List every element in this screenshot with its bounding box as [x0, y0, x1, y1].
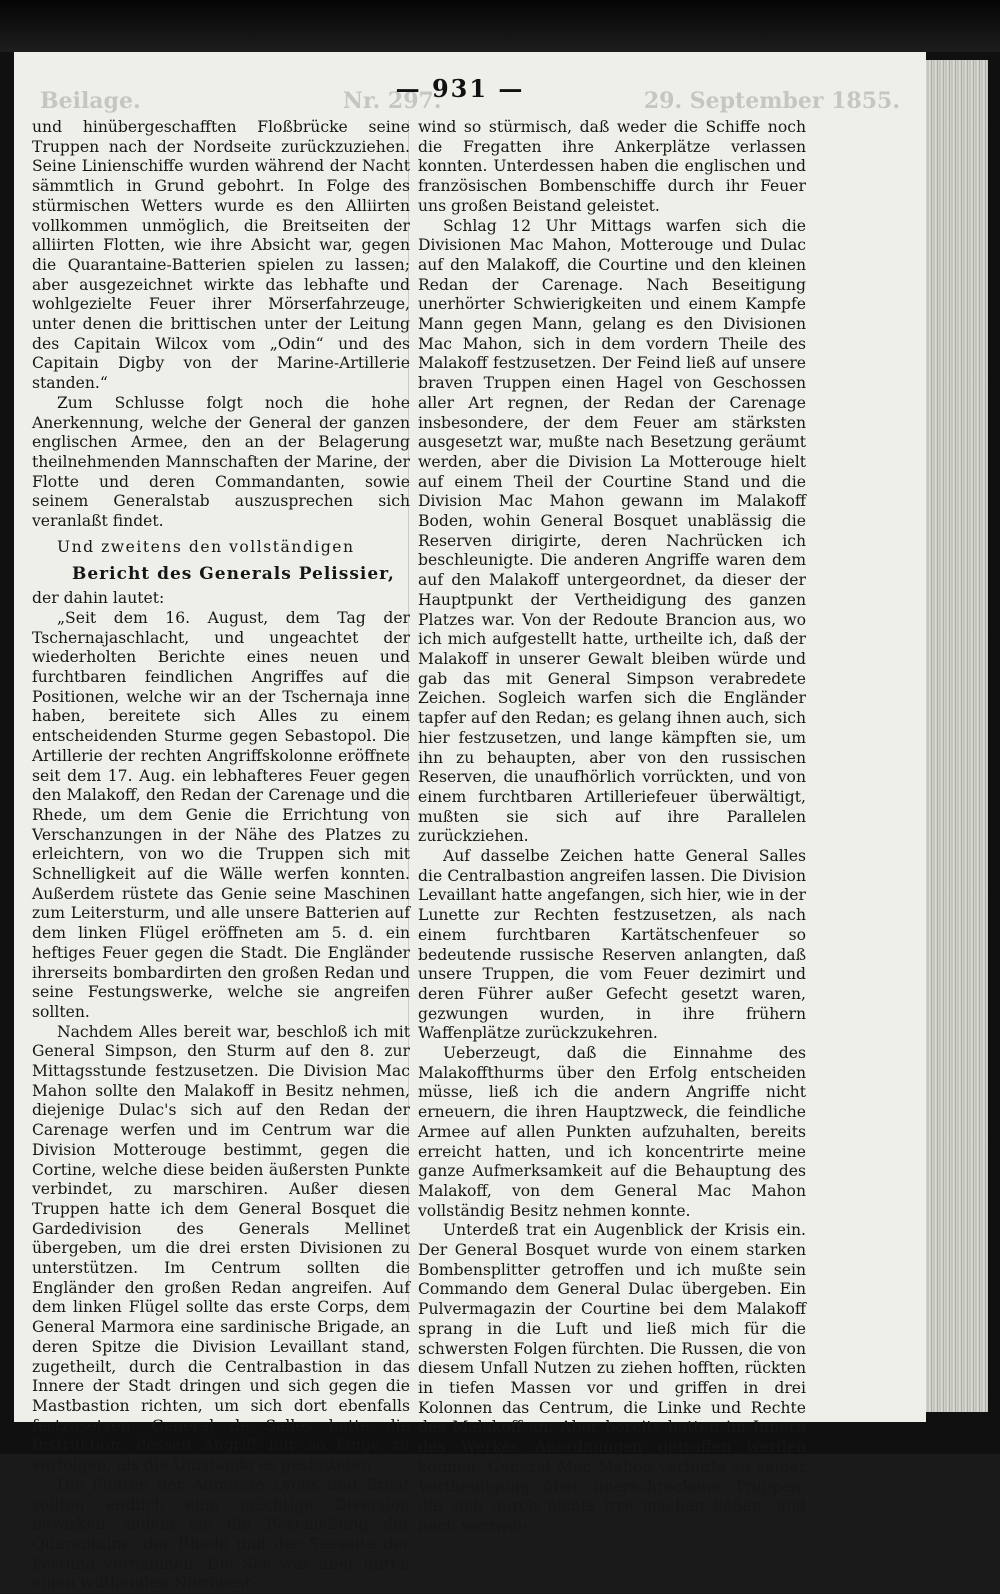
right-column	[418, 118, 806, 1537]
paragraph: Nachdem Alles bereit war, beschloß ich mit General Simpson, den Sturm auf den 8. zur Mittagsstunde festzusetzen. Die Division Mac Mahon sollte den Malakoff in Besitz nehmen, diejenige Dulac's sich auf den Redan der Carenage werfen und im Centrum war die Division Motterouge bestimmt, gegen die Cortine, welche diese beiden äußersten Punkte verbindet, zu marschiren. Außer diesen Truppen hatte ich dem General Bosquet die Gardedivision des Generals Mellinet übergeben, um die drei ersten Divisionen zu unterstützen. Im Centrum sollten die Engländer den großen Redan angreifen. Auf dem linken Flügel sollte das erste Corps, dem General Marmora eine sardinische Brigade, an deren Spitze die Division Levaillant stand, zugetheilt, durch die Centralbastion in das Innere der Stadt dringen und sich gegen die Mastbastion richten, um sich dort ebenfalls festzusetzen. General de Salles hatte die Instruktion, dessen Angriff nur so lange zu verfolgen, als die Umstände es gestatteten.	[32, 1022, 410, 1475]
left-column	[32, 118, 410, 1594]
paragraph: der dahin lautet:	[32, 589, 165, 608]
paragraph: Auf dasselbe Zeichen hatte General Salles die Centralbastion angreifen lassen. Die Division Levaillant hatte angefangen, sich hier, wie in der Lunette zur Rechten festzusetzen, als nach einem furchtbaren Kartätschenfeuer so bedeutende russische Reserven anlangten, daß unsere Truppen, die vom Feuer dezimirt und deren Führer außer Gefecht gesetzt waren, gezwungen wurden, in ihre frühern Waffenplätze zurückzukehren.	[418, 847, 806, 1043]
paragraph: Ueberzeugt, daß die Einnahme des Malakoffthurms über den Erfolg entscheiden müsse, ließ ich die andern Angriffe nicht erneuern, die ihren Hauptzweck, die feindliche Armee auf allen Punkten aufzuhalten, bereits erreicht hatten, und ich koncentrirte meine ganze Aufmerksamkeit auf die Behauptung des Malakoff, von dem General Mac Mahon vollständig Besitz nehmen konnte.	[418, 1044, 806, 1220]
report-heading: Bericht des Generals Pelissier,	[72, 564, 395, 585]
paragraph: Die Flotten der Admirale Lyons und Bruat sollten endlich eine mächtige Diversion bewirken, indem sie die Beschießung der Quarantaine, der Rhede und der Seeseite der Festung vornahmen. Die See war aber durch einen wüthenden Nordwest-	[32, 1475, 410, 1593]
scan-top-band	[0, 0, 1000, 52]
paragraph: wind so stürmisch, daß weder die Schiffe noch die Fregatten ihre Ankerplätze verlassen konnten. Unterdessen haben die englischen und französischen Bombenschiffe durch ihr Feuer uns großen Beistand geleistet.	[418, 118, 806, 215]
page-number: — 931 —	[395, 74, 525, 103]
paragraph: Zum Schlusse folgt noch die hohe Anerkennung, welche der General der ganzen englischen Armee, den an der Belagerung theilnehmenden Mannschaften der Marine, der Flotte und deren Commandanten, sowie seinem Generalstab auszusprechen sich veranlaßt findet.	[32, 393, 410, 531]
paragraph: „Seit dem 16. August, dem Tag der Tschernajaschlacht, und ungeachtet der wiederholten Berichte eines neuen und furchtbaren feindlichen Angriffes auf die Positionen, welche wir an der Tschernaja inne haben, bereitete sich Alles zu einem entscheidenden Sturme gegen Sebastopol. Die Artillerie der rechten Angriffskolonne eröffnete seit dem 17. Aug. ein lebhafteres Feuer gegen den Malakoff, den Redan der Carenage und die Rhede, um dem Genie die Errichtung von Verschanzungen in der Nähe des Platzes zu erleichtern, von wo die Truppen sich mit Schnelligkeit auf die Wälle werfen konnten. Außerdem rüstete das Genie seine Maschinen zum Leitersturm, und alle unsere Batterien auf dem linken Flügel eröffneten am 5. d. ein heftiges Feuer gegen die Stadt. Die Engländer ihrerseits bombardirten den großen Redan und seine Festungswerke, welche sie angreifen sollten.	[32, 608, 410, 1021]
paragraph: Schlag 12 Uhr Mittags warfen sich die Divisionen Mac Mahon, Motterouge und Dulac auf den Malakoff, die Courtine und den kleinen Redan der Carenage. Nach Beseitigung unerhörter Schwierigkeiten und einem Kampfe Mann gegen Mann, gelang es den Divisionen Mac Mahon, sich in dem vordern Theile des Malakoff festzusetzen. Der Feind ließ auf unsere braven Truppen einen Hagel von Geschossen aller Art regnen, der Redan der Carenage insbesondere, der dem Feuer am stärksten ausgesetzt war, mußte nach Besetzung geräumt werden, aber die Division La Motterouge hielt auf einem Theil der Courtine Stand und die Division Mac Mahon gewann im Malakoff Boden, wohin General Bosquet unablässig die Reserven dirigirte, deren Nachrücken ich beschleunigte. Die anderen Angriffe waren dem auf den Malakoff untergeordnet, da dieser der Hauptpunkt der Vertheidigung des ganzen Platzes war. Von der Redoute Brancion aus, wo ich mich aufgestellt hatte, urtheilte ich, daß der Malakoff in unserer Gewalt bleiben würde und gab das mit General Simpson verabredete Zeichen. Sogleich warfen sich die Engländer tapfer auf den Redan; es gelang ihnen auch, sich hier festzusetzen, und lange kämpften sie, um ihn zu behaupten, aber von den russischen Reserven, die unaufhörlich vorrückten, und von einem furchtbaren Artilleriefeuer überwältigt, mußten sie sich auf ihre Parallelen zurückziehen.	[418, 216, 806, 846]
book-page-edges	[926, 60, 988, 1412]
bleed-through-center: Nr. 297.	[342, 88, 442, 114]
paragraph-intro: Und zweitens den vollständigen	[56, 537, 355, 556]
bleed-through-left: Beilage.	[40, 88, 141, 114]
paragraph: Unterdeß trat ein Augenblick der Krisis ein. Der General Bosquet wurde von einem starken Bombensplitter getroffen und ich mußte sein Commando dem General Dulac übergeben. Ein Pulvermagazin der Courtine bei dem Malakoff sprang in die Luft und ließ mich für die schwersten Folgen fürchten. Die Russen, die von diesem Unfall Nutzen zu ziehen hofften, rückten in tiefen Massen vor und griffen in drei Kolonnen das Centrum, die Linke und Rechte des Malakoff an. Aber bereits hatten im Innern des Werkes Anordnungen getroffen werden können; General Mac Mahon verfügte zu seiner Vertheidigung über unerschrockene Truppen, die sich durch nichts irre machen ließen, und nach verzwei-	[418, 1221, 806, 1535]
paragraph: und hinübergeschafften Floßbrücke seine Truppen nach der Nordseite zurückzuziehen. Seine Linienschiffe wurden während der Nacht sämmtlich in Grund gebohrt. In Folge des stürmischen Wetters wurde es den Alliirten vollkommen unmöglich, die Breitseiten der alliirten Flotten, wie ihre Absicht war, gegen die Quarantaine-Batterien spielen zu lassen; aber ausgezeichnet wirkte das lebhafte und wohlgezielte Feuer ihrer Mörserfahrzeuge, unter denen die brittischen unter der Leitung des Capitain Wilcox vom „Odin“ und des Capitain Digby von der Marine-Artillerie standen.“	[32, 118, 410, 393]
bleed-through-right: 29. September 1855.	[643, 88, 900, 114]
